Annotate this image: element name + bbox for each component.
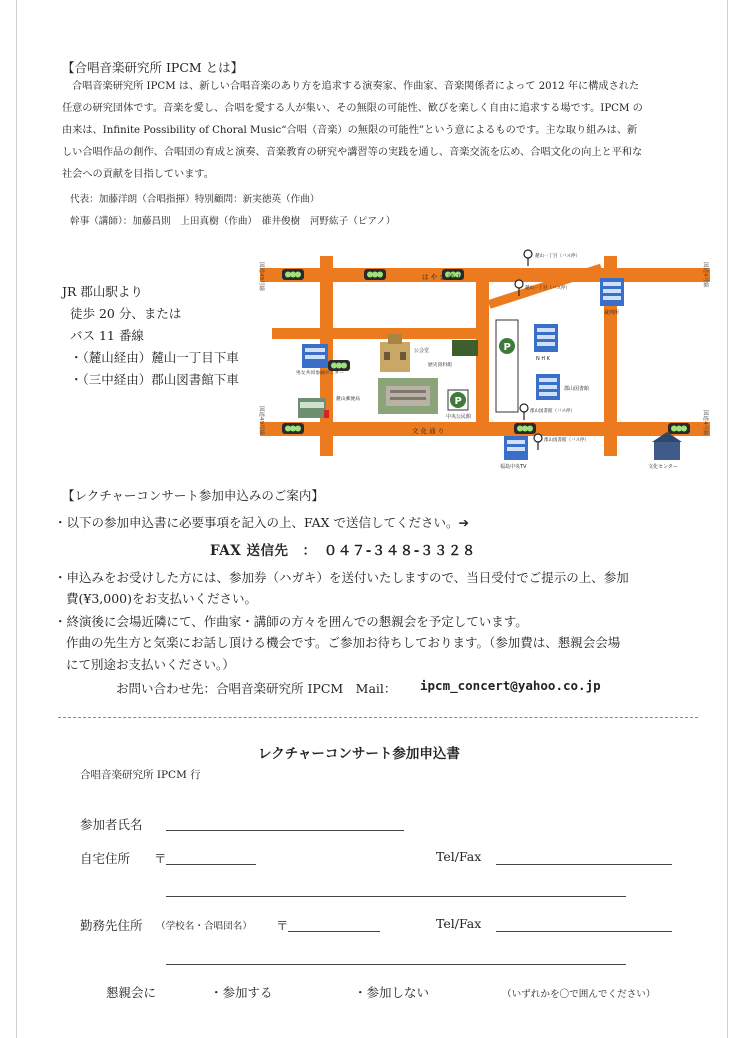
application-line-3a: ・終演後に会場近隣にて、作曲家・講師の方々を囲んでの懇親会を予定しています。 [54,614,528,629]
work-postal-code-field[interactable] [288,931,380,932]
bus-stop-label-2: 麓山一丁目（バス停） [525,286,570,291]
tel-fax-label-2: Tel/Fax [436,916,482,931]
history-museum-building [452,340,478,356]
court-building [600,278,624,306]
history-museum-label: 歴史資料館 [428,363,452,368]
street-hayama-label: は や ま 通 り [422,273,463,281]
access-line-1: JR 郡山駅より [62,284,143,299]
library-label: 郡山図書館 [564,386,590,392]
work-address-sub-label: （学校名・合唱団名） [156,921,252,932]
application-line-2b: 費(¥3,000)をお支払いください。 [66,591,257,606]
route-right-label-top: 国道4号線 [702,262,708,288]
access-line-2: 徒歩 20 分、または [70,306,182,321]
post-office-label: 麓山郵便局 [336,397,360,402]
name-label: 参加者氏名 [80,817,143,832]
public-hall-label: 公会堂 [414,348,430,354]
form-title: レクチャーコンサート参加申込書 [258,746,460,762]
park-label: 中央公民館 [446,414,472,420]
route-left-label-bottom: 国道49号線 [258,406,264,435]
about-line-5: 社会への貢献を目指しています。 [62,169,214,180]
postal-mark-2: 〒 [276,918,289,933]
about-representative: 代表：加藤洋朗（合唱指揮）特別顧問：新実徳英（作曲） [70,194,320,205]
route-right-label-bottom: 国道4号線 [702,410,708,436]
center-label: 男女共同参画センター [296,371,344,376]
library-building [536,374,560,400]
access-line-4: ・（麓山経由）麓山一丁目下車 [70,350,239,365]
nhk-label: N H K [536,356,550,362]
work-address-label: 勤務先住所 [80,918,143,933]
access-line-5: ・（三中経由）郡山図書館下車 [70,372,239,387]
postal-mark: 〒 [154,851,167,866]
form-recipient: 合唱音楽研究所 IPCM 行 [80,769,201,781]
road-h-mid [272,328,484,339]
address-label: 自宅住所 [80,851,131,866]
attend-option[interactable]: ・参加する [210,985,273,1000]
fax-number: FAX 送信先 ： ０４７-３４８-３３２８ [210,543,476,559]
nhk-building [534,324,558,352]
bus-stop-icon [524,250,532,258]
party-note: （いずれかを〇で囲んでください） [502,989,656,1000]
application-line-2a: ・申込みをお受けした方には、参加券（ハガキ）を送付いたしますので、当日受付でご提示の上、参加 [54,570,629,585]
about-heading: 【合唱音楽研究所 IPCM とは】 [62,60,244,75]
about-staff: 幹事（講師）：加藤昌則 上田真樹（作曲） 碓井俊樹 河野紘子（ピアノ） [70,216,396,227]
application-heading: 【レクチャーコンサート参加申込みのご案内】 [62,488,324,503]
about-line-1: 合唱音楽研究所 IPCM は、新しい合唱音楽のあり方を追求する演奏家、作曲家、音楽関係者によって 2012 年に構成された [72,81,640,92]
cut-line [58,717,698,718]
contact-label: お問い合わせ先：合唱音楽研究所 IPCM Mail： [116,681,397,696]
work-address-field[interactable] [166,964,626,965]
bus-stop-icon [520,404,528,412]
court-label: 裁判所 [604,310,620,316]
fukushima-tv-label: 福島中央TV [500,464,527,470]
application-line-1: ・以下の参加申込書に必要事項を記入の上、FAX で送信してください。➔ [54,515,469,530]
about-line-4: しい合唱作品の創作、合唱団の育成と演奏、音楽教育の研究や講習等の実践を通し、音楽交流を広め、合唱文化の向上と平和な [62,147,643,158]
post-office-building [298,398,329,418]
bus-stop-icon [534,434,542,442]
bus-stop-label-4: 郡山図書館（バス停） [544,438,589,443]
name-field[interactable] [166,830,404,831]
route-left-label-top: 国道49号線 [258,262,264,291]
center-building [302,344,328,368]
fukushima-tv-building [504,436,528,460]
access-line-3: バス 11 番線 [70,328,144,343]
park-photo [378,378,438,414]
tel-fax-field-1[interactable] [496,864,672,865]
tel-fax-label-1: Tel/Fax [436,849,482,864]
not-attend-option[interactable]: ・参加しない [354,985,430,1000]
application-line-3c: にて別途お支払いください。） [66,657,235,672]
street-bunka-label: 文 化 通 り [412,427,445,435]
bus-stop-label-1: 麓山一丁目（バス停） [535,254,580,259]
postal-code-field[interactable] [166,864,256,865]
party-label: 懇親会に [106,985,157,1000]
parking-area [496,320,518,412]
parking-label-2: P [454,396,462,407]
about-line-2: 任意の研究団体です。音楽を愛し、合唱を愛する人が集い、その無限の可能性、歓びを楽しく自由に追求する場です。IPCM の [62,103,643,114]
culture-center-building [652,432,682,460]
bus-stop-icon [515,280,523,288]
application-line-3b: 作曲の先生方と気楽にお話し頂ける機会です。ご参加お待ちしております。（参加費は、懇親会会場 [66,635,621,650]
contact-email-link[interactable]: ipcm_concert@yahoo.co.jp [420,678,601,693]
bus-stop-label-3: 郡山図書館（バス停） [530,409,575,414]
culture-center-label: 文化センター [648,464,678,470]
parking-label-1: P [503,342,511,353]
access-map [252,248,718,478]
public-hall-building [380,334,410,372]
tel-fax-field-2[interactable] [496,931,672,932]
address-field[interactable] [166,896,626,897]
about-line-3: 由来は、Infinite Possibility of Choral Music“合唱（音楽）の無限の可能性”という意によるものです。主な取り組みは、新 [62,125,638,136]
